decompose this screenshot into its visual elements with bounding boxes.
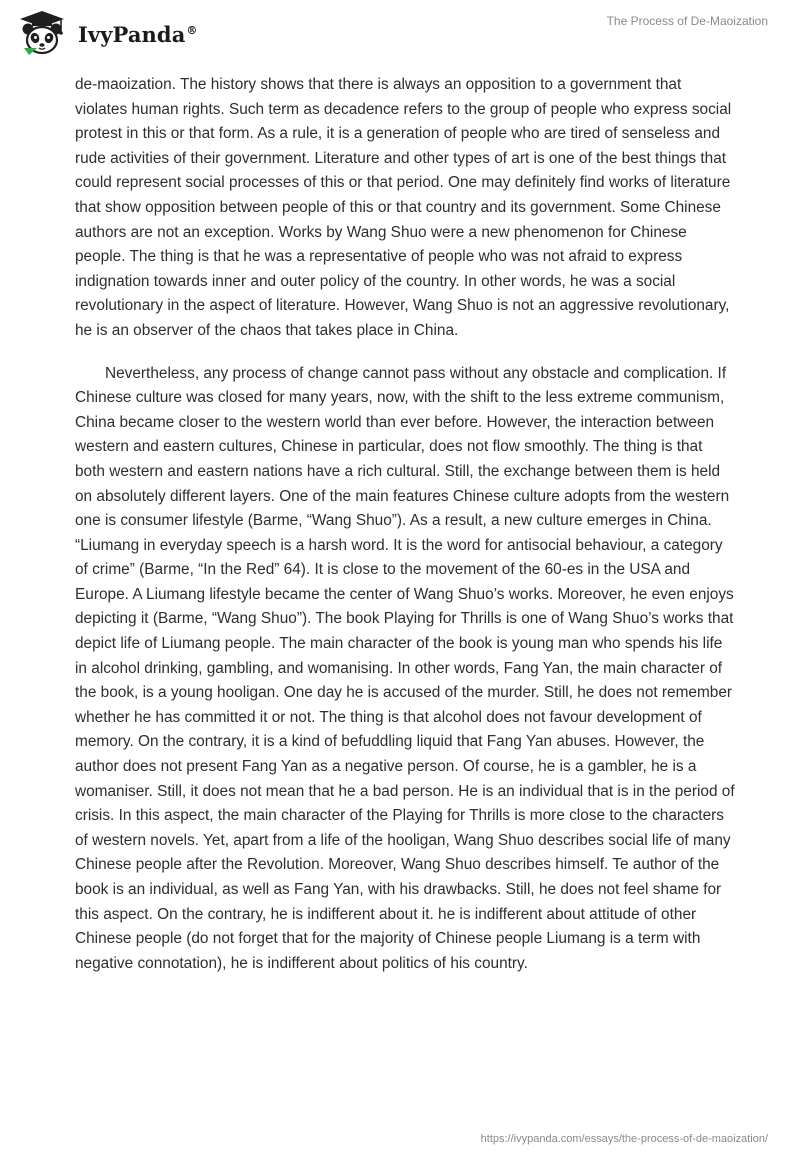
panda-graduate-icon xyxy=(14,8,70,56)
page-header xyxy=(0,0,800,64)
brand-logo[interactable] xyxy=(14,8,198,56)
essay-paragraph-1: de-maoization. The history shows that there is always an opposition to a government that violates human rights. Such term as decadence refers to the group of people who express social protest in this or that form. As a rule, it is a generation of people who are tired of senseless and rude activities of their government. Literature and other types of art is one of the best things that could represent social processes of this or that period. One may definitely find works of literature that show opposition between people of this or that country and its government. Some Chinese authors are not an exception. Works by Wang Shuo were a new phenomenon for Chinese people. The thing is that he was a representative of people who was not afraid to express indignation towards inner and outer policy of the country. In other words, he was a social revolutionary in the aspect of literature. However, Wang Shuo is not an aggressive revolutionary, he is an observer of the chaos that takes place in China. xyxy=(75,76,732,339)
registered-mark: ® xyxy=(186,23,198,37)
essay-paragraph-2: Nevertheless, any process of change cannot pass without any obstacle and complication. If Chinese culture was closed for many years, now, with the shift to the less extreme communism, China became closer to the western world than ever before. However, the interaction between western and eastern cultures, Chinese in particular, does not flow smoothly. The thing is that both western and eastern nations have a rich cultural. Still, the exchange between them is held on absolutely different layers. One of the main features Chinese culture adopts from the western one is consumer lifestyle (Barme, “Wang Shuo”). As a result, a new culture emerges in China. “Liumang in everyday speech is a harsh word. It is the word for antisocial behaviour, a category of crime” (Barme, “In the Red” 64). It is close to the movement of the 60-es in the USA and Europe. A Liumang lifestyle became the center of Wang Shuo’s works. Moreover, he even enjoys depicting it (Barme, “Wang Shuo”). The book Playing for Thrills is one of Wang Shuo’s works that depict life of Liumang people. The main character of the book is young man who spends his life in alcohol drinking, gambling, and womanising. In other words, Fang Yan, the main character of the book, is a young hooligan. One day he is accused of the murder. Still, he does not remember whether he has committed it or not. The thing is that alcohol does not favour development of memory. On the contrary, it is a kind of befuddling liquid that Fang Yan abuses. However, the author does not present Fang Yan as a negative person. Of course, he is a gambler, he is a womaniser. Still, it does not mean that he a bad person. He is an individual that is in the period of crisis. In this aspect, the main character of the Playing for Thrills is more close to the characters of western novels. Yet, apart from a life of the hooligan, Wang Shuo describes social life of many Chinese people after the Revolution. Moreover, Wang Shuo describes himself. Te author of the book is an individual, as well as Fang Yan, with his drawbacks. Still, he does not feel shame for this aspect. On the contrary, he is indifferent about it. he is indifferent about attitude of other Chinese people (do not forget that for the majority of Chinese people Liumang is a term with negative connotation), he is indifferent about politics of his country. xyxy=(75,364,735,972)
document-title: The Process of De-Maoization xyxy=(606,14,768,28)
brand-name: IvyPanda® xyxy=(78,21,198,47)
source-url[interactable]: https://ivypanda.com/essays/the-process-of-de-maoization/ xyxy=(480,1133,768,1145)
essay-body xyxy=(75,73,735,994)
